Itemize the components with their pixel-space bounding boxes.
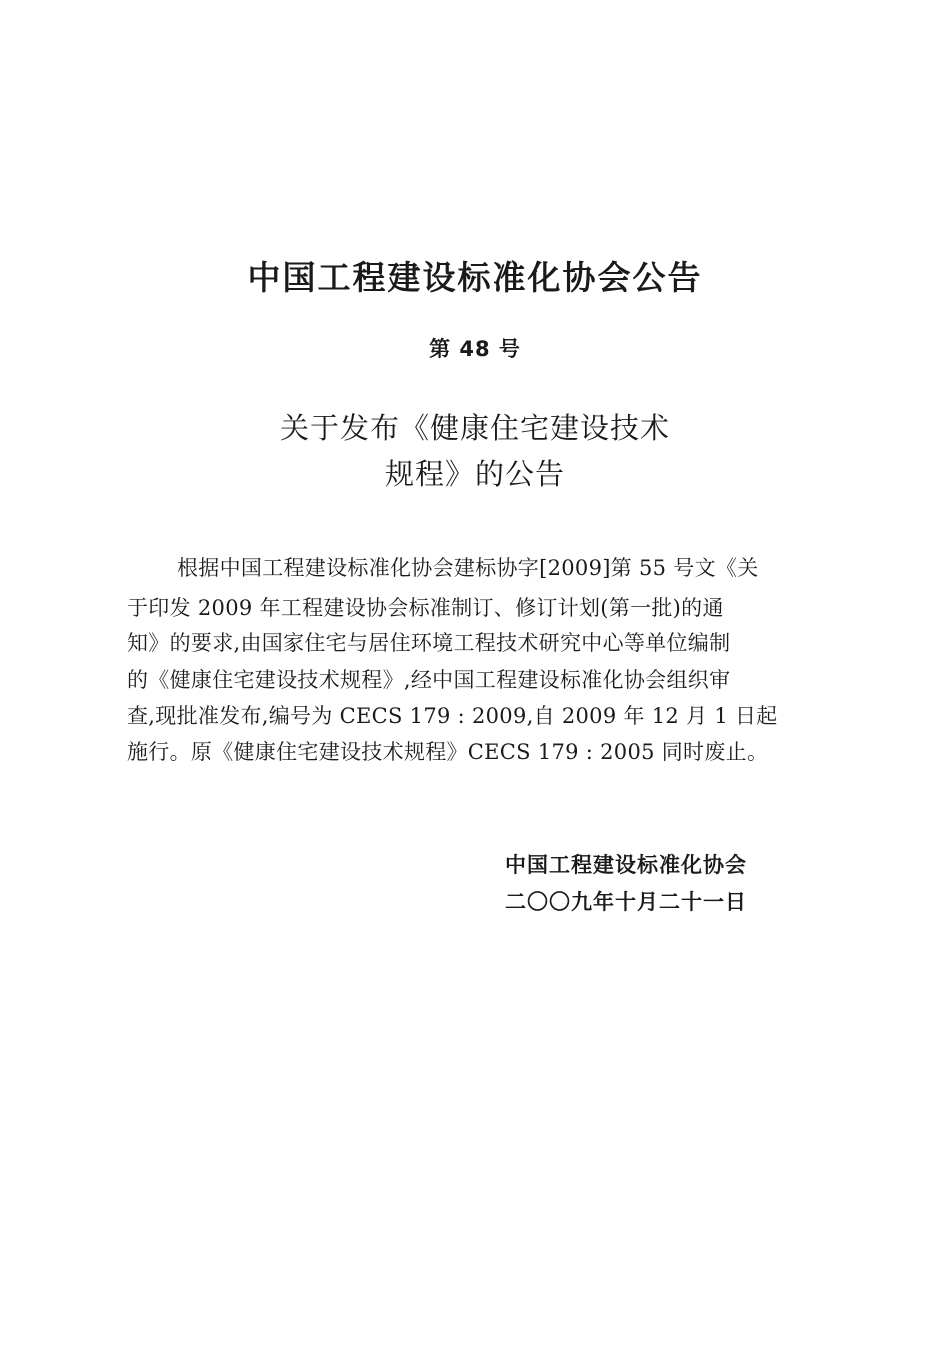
notice-subtitle-line-1: 关于发布《健康住宅建设技术: [279, 411, 670, 445]
notice-subtitle-line-2: 规程》的公告: [384, 457, 565, 491]
notice-title: 中国工程建设标准化协会公告: [247, 258, 703, 297]
signature-date: 二〇〇九年十月二十一日: [505, 890, 747, 914]
body-line-5: 查,现批准发布,编号为 CECS 179 : 2009,自 2009 年 12 月 1 日起: [127, 704, 778, 728]
notice-number: 第 48 号: [429, 337, 521, 361]
body-line-2: 于印发 2009 年工程建设协会标准制订、修订计划(第一批)的通: [127, 596, 724, 620]
body-line-1: 根据中国工程建设标准化协会建标协字[2009]第 55 号文《关: [177, 556, 759, 580]
body-line-6: 施行。原《健康住宅建设技术规程》CECS 179 : 2005 同时废止。: [127, 740, 769, 764]
body-line-3: 知》的要求,由国家住宅与居住环境工程技术研究中心等单位编制: [127, 631, 731, 655]
body-line-4: 的《健康住宅建设技术规程》,经中国工程建设标准化协会组织审: [127, 668, 731, 692]
signature-organization: 中国工程建设标准化协会: [505, 853, 747, 877]
